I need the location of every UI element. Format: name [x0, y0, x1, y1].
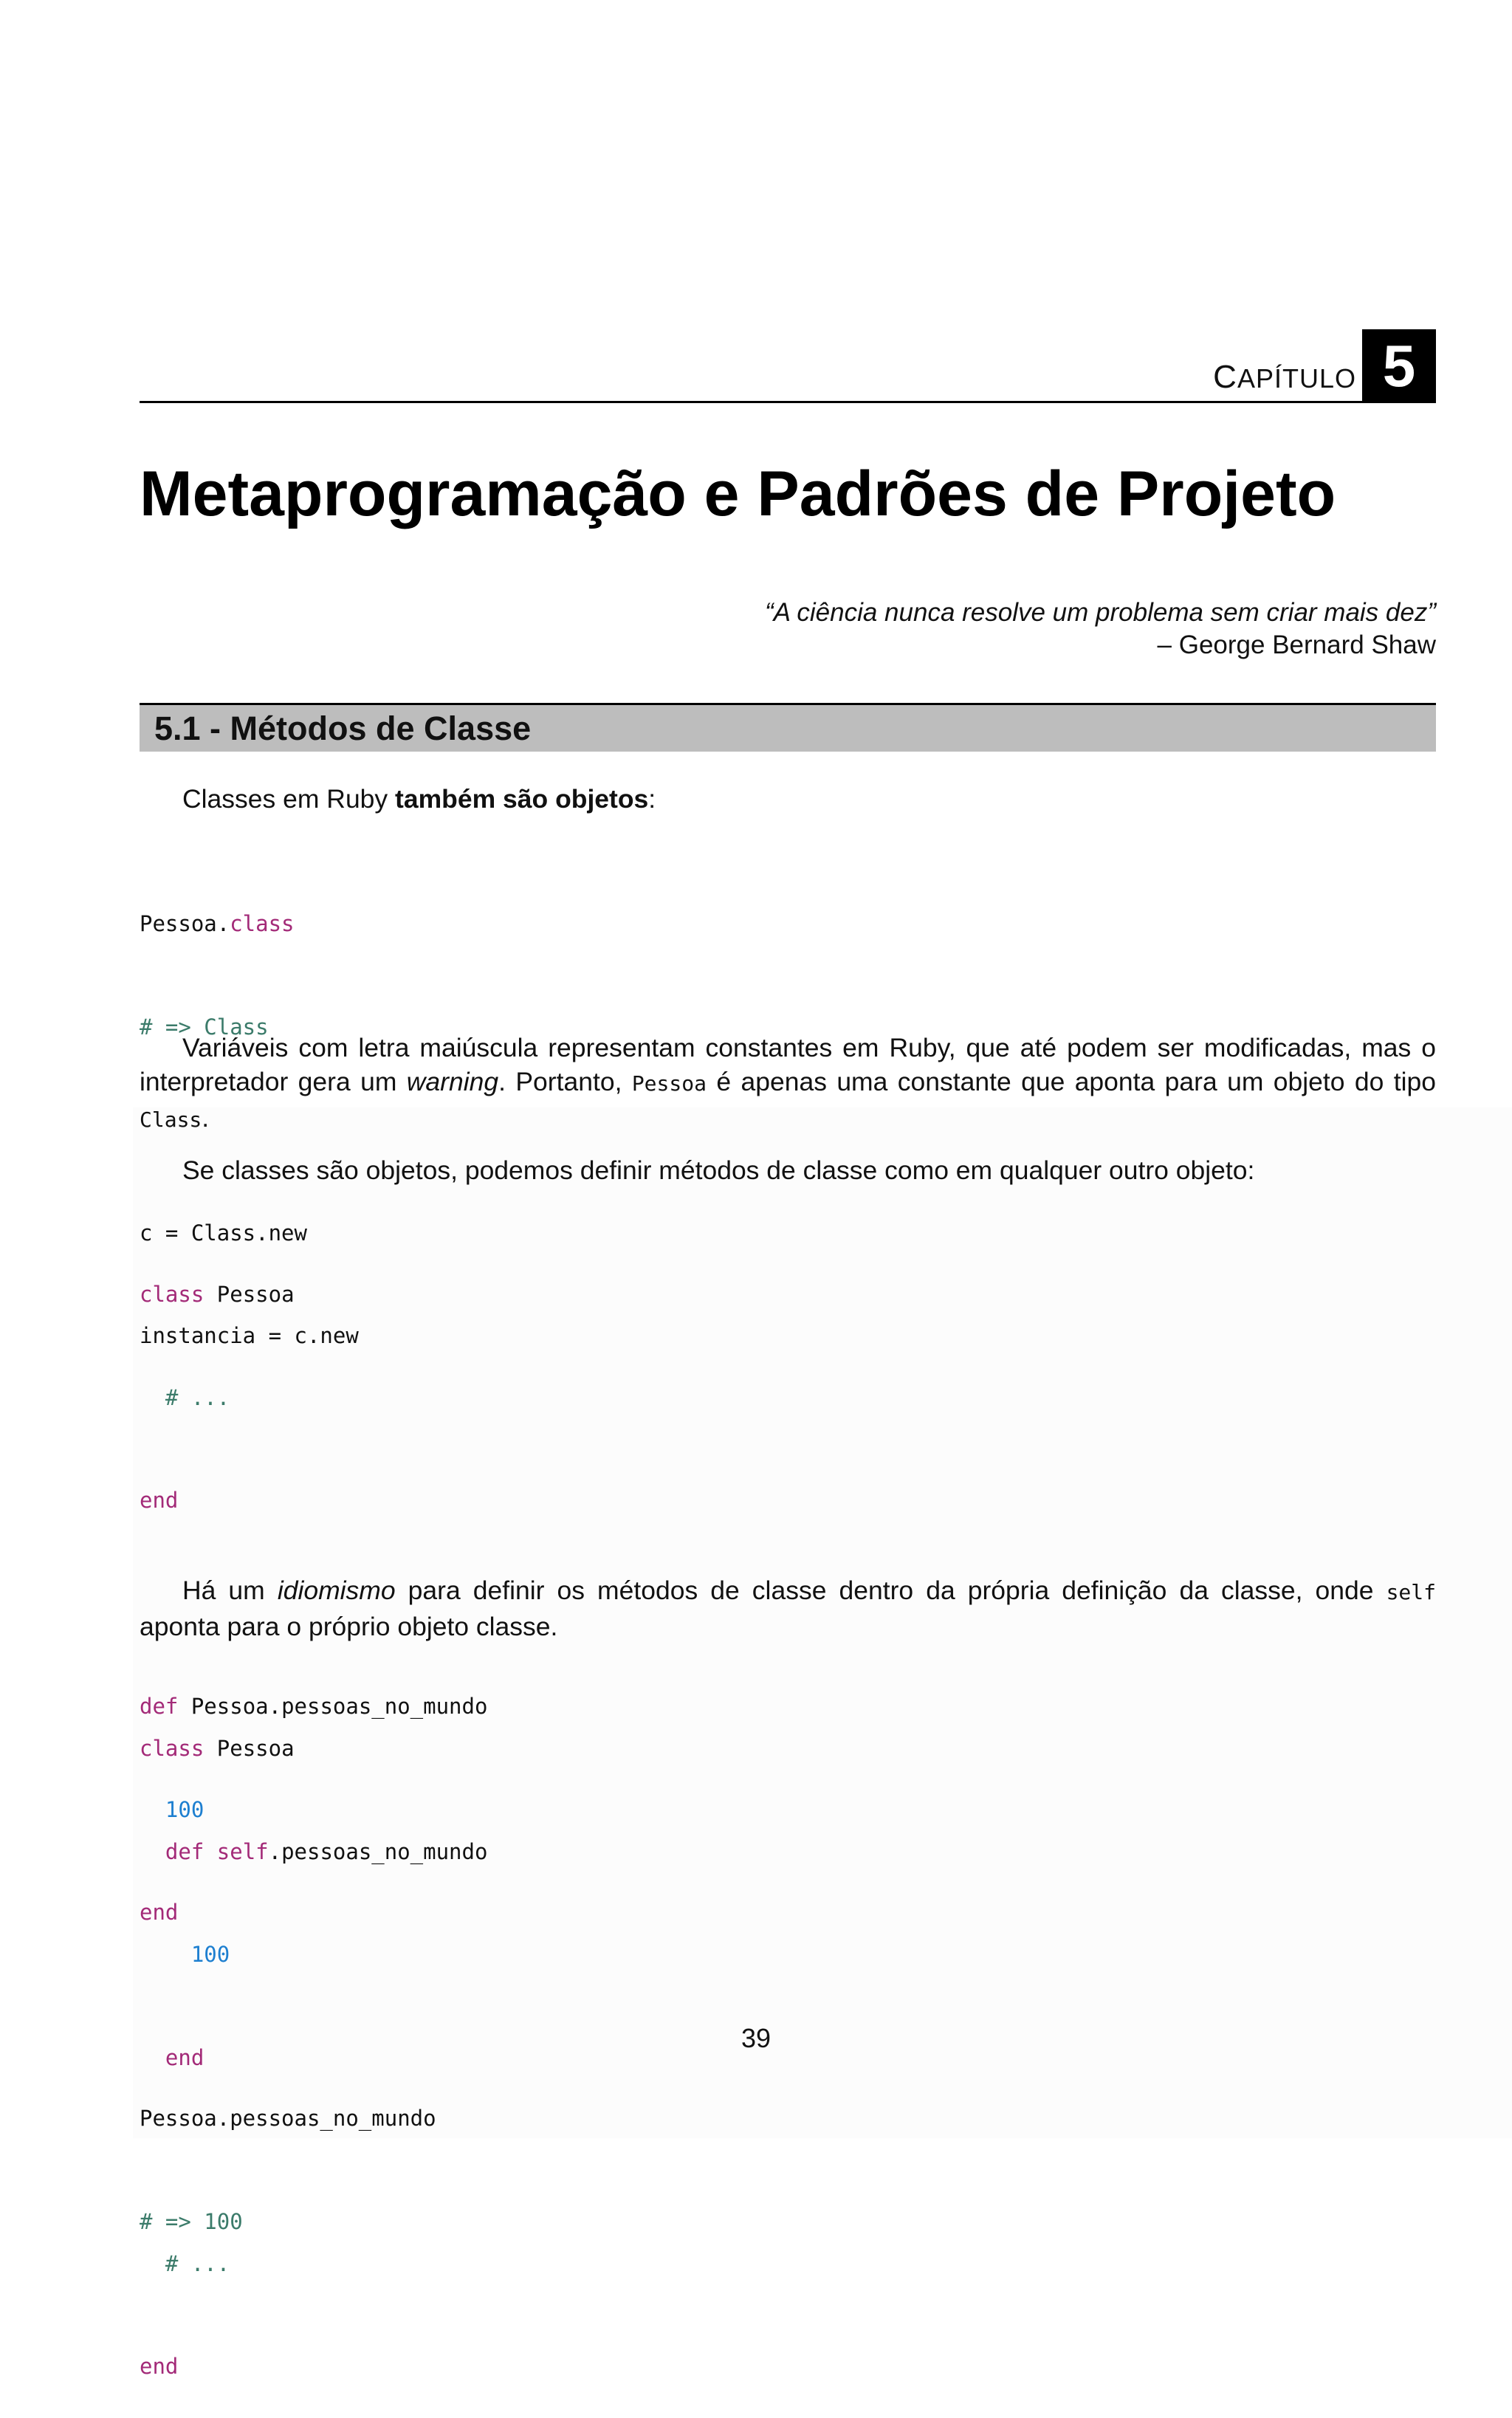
p4-text-2: para definir os métodos de classe dentro da própria definição da classe, onde: [395, 1576, 1386, 1605]
code-comment: # => Class: [140, 1014, 269, 1040]
code-keyword: class: [140, 1282, 205, 1307]
chapter-number: 5: [1382, 333, 1416, 399]
paragraph-3: [140, 1153, 1436, 1187]
code-token: Pessoa: [204, 1282, 295, 1307]
section-heading-bar: [140, 703, 1436, 752]
p2-text-2: . Portanto,: [498, 1067, 632, 1096]
p4-emphasis: idiomismo: [277, 1576, 396, 1605]
epigraph-author: – George Bernard Shaw: [1157, 631, 1436, 659]
section-title: 5.1 - Métodos de Classe: [154, 710, 532, 747]
code-keyword: def: [140, 1838, 205, 1864]
p3-text-1: Se classes são objetos, podemos definir métodos de classe como em qualquer outro objeto:: [182, 1155, 1255, 1185]
code-keyword: end: [140, 2044, 205, 2070]
p2-text-4: .: [202, 1103, 210, 1133]
p2-inline-code-2: Class: [140, 1107, 202, 1132]
paragraph-1: [140, 782, 1436, 816]
code-number: 100: [140, 1796, 205, 1822]
chapter-label: [1213, 359, 1356, 396]
code-token: .pessoas_no_mundo: [268, 1838, 488, 1864]
code-keyword: class: [140, 1736, 205, 1761]
epigraph-quote: “A ciência nunca resolve um problema sem criar mais dez”: [764, 598, 1436, 627]
code-keyword: class: [230, 911, 295, 936]
p4-inline-code: self: [1386, 1580, 1436, 1604]
code-line: [140, 1277, 487, 1312]
p4-text-3: aponta para o próprio objeto classe.: [140, 1612, 558, 1641]
chapter-label-rest: APÍTULO: [1237, 363, 1356, 394]
code-line: [140, 907, 359, 941]
code-keyword: end: [140, 1488, 179, 1513]
code-comment: # ...: [140, 1384, 230, 1410]
code-token: Pessoa.: [140, 911, 230, 936]
code-comment: # ...: [140, 2250, 230, 2276]
code-line: instancia = c.new: [140, 1323, 359, 1348]
p2-text-1: Variáveis com letra maiúscula representam constantes em Ruby, que até podem ser modificadas, mas o interpretador gera um: [140, 1033, 1436, 1096]
code-line: c = Class.new: [140, 1220, 307, 1246]
chapter-rule: [140, 401, 1436, 403]
code-comment: # => 100: [140, 2208, 243, 2234]
code-keyword: self: [204, 1838, 269, 1864]
p4-text-1: Há um: [182, 1576, 278, 1605]
chapter-label-initial: C: [1213, 359, 1237, 395]
code-number: 100: [140, 1942, 230, 1967]
paragraph-2: [140, 1031, 1436, 1137]
code-line: Pessoa.pessoas_no_mundo: [140, 2106, 436, 2131]
code-keyword: end: [140, 1900, 179, 1925]
chapter-title: Metaprogramação e Padrões de Projeto: [140, 458, 1336, 529]
paragraph-4: [140, 1573, 1436, 1644]
code-blank-line: [140, 2143, 487, 2178]
code-line: [140, 1731, 487, 1766]
code-token: Pessoa.pessoas_no_mundo: [178, 1694, 488, 1719]
p1-text-1: Classes em Ruby: [182, 784, 396, 814]
p2-emphasis: warning: [406, 1067, 499, 1096]
p2-inline-code-1: Pessoa: [631, 1071, 707, 1096]
chapter-header: [140, 329, 1436, 403]
p1-bold: também são objetos: [395, 784, 649, 814]
code-keyword: def: [140, 1694, 179, 1719]
epigraph: [765, 597, 1436, 662]
code-line: [140, 1835, 487, 1869]
code-keyword: end: [140, 2354, 179, 2379]
p1-text-2: :: [648, 784, 656, 814]
p2-text-3: é apenas uma constante que aponta para um objeto do tipo: [706, 1067, 1436, 1096]
page-number: 39: [740, 2023, 772, 2053]
code-token: Pessoa: [204, 1736, 295, 1761]
chapter-number-box: [1362, 329, 1436, 403]
